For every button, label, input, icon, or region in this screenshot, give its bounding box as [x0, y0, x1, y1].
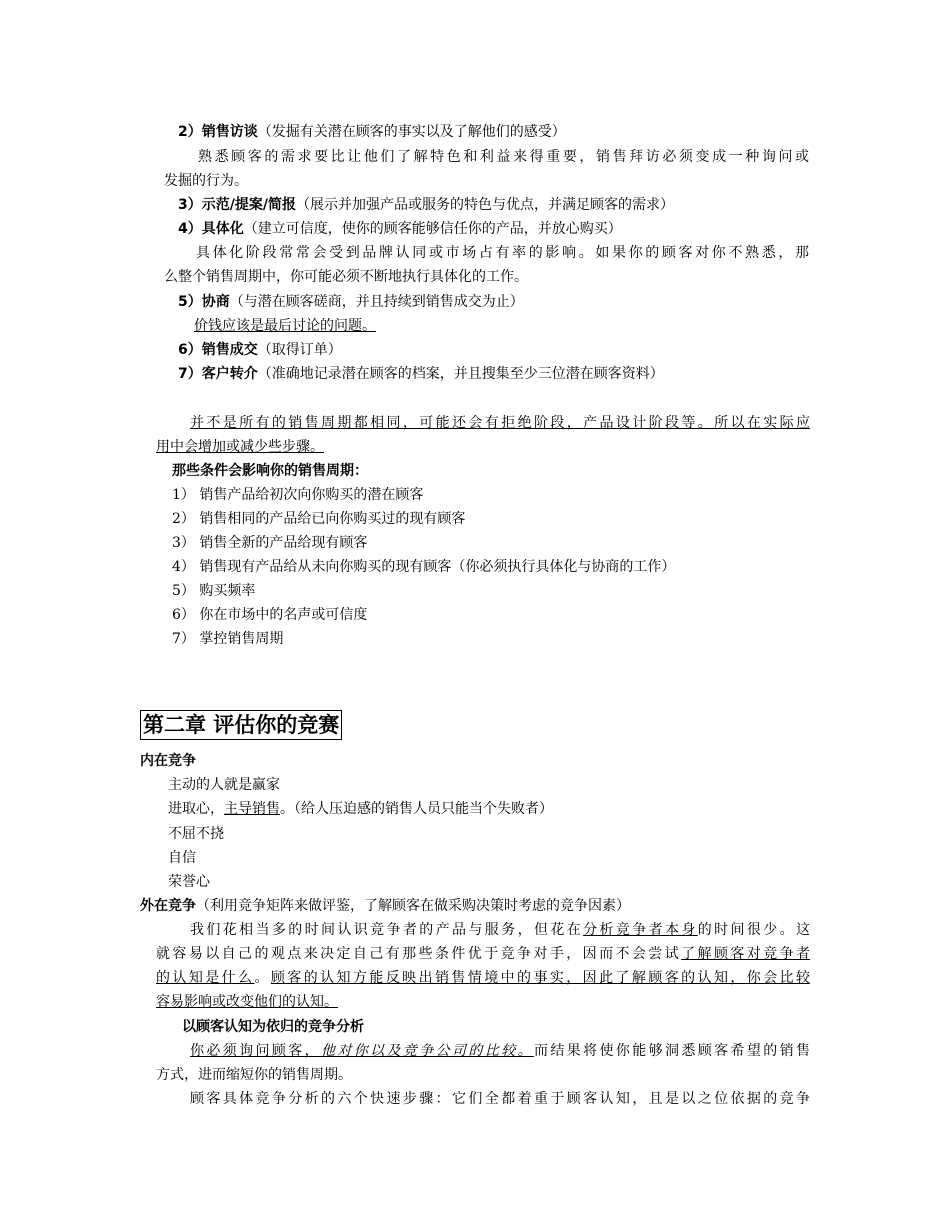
step-4-line [178, 219, 622, 239]
internal-item-2 [168, 799, 553, 819]
step-5-note: 价钱应该是最后讨论的问题。 [194, 318, 376, 334]
step-2-para-line-1: 熟悉顾客的需求要比让他们了解特色和利益来得重要，销售拜访必须变成一种询问或 [198, 149, 809, 165]
external-para-line-4: 容易影响或改变他们的认知。 [156, 994, 338, 1010]
condition-item-1: 1） 销售产品给初次向你购买的潜在顾客 [172, 487, 424, 503]
external-para-line-3 [156, 968, 810, 988]
step-3-title: 3）示范/提案/简报 [178, 197, 296, 213]
internal-item-2-post: 。（给人压迫感的销售人员只能当个失败者） [280, 801, 553, 817]
step-2-title: 2）销售访谈 [178, 124, 258, 140]
step-7-title: 7）客户转介 [178, 366, 258, 382]
external-para-l3-underlined-1: 的认知是什么 [156, 970, 255, 986]
step-6-desc: （取得订单） [257, 342, 342, 358]
condition-item-6: 6） 你在市场中的名声或可信度 [172, 607, 368, 623]
external-para-l1-underlined: 分析竞争者本身 [583, 922, 698, 938]
external-para-line-1 [190, 920, 810, 940]
conditions-heading: 那些条件会影响你的销售周期： [172, 463, 368, 479]
external-competition-line [140, 896, 630, 916]
step-7-line [178, 364, 664, 384]
step-4-desc: （建立可信度，使你的顾客能够信任你的产品，并放心购买） [243, 221, 622, 237]
external-para-l3-mid: 。 [254, 970, 271, 986]
step-2-para-line-2: 发掘的行为。 [164, 173, 248, 189]
step-4-para-line-1: 具体化阶段常常会受到品牌认同或市场占有率的影响。如果你的顾客对你不熟悉，那 [196, 245, 809, 261]
step-2-desc: （发掘有关潜在顾客的事实以及了解他们的感受） [257, 124, 566, 140]
analysis-heading: 以顾客认知为依归的竞争分析 [182, 1019, 364, 1035]
external-competition-desc: （利用竞争矩阵来做评鉴，了解顾客在做采购决策时考虑的竞争因素） [196, 898, 630, 914]
internal-item-4: 自信 [168, 850, 196, 866]
external-para-l1-post: 的时间很少。这 [697, 922, 811, 938]
external-competition-heading: 外在竞争 [140, 898, 196, 914]
step-6-title: 6）销售成交 [178, 342, 258, 358]
condition-item-5: 5） 购买频率 [172, 583, 256, 599]
step-4-title: 4）具体化 [178, 221, 244, 237]
analysis-para-line-2: 方式，进而缩短你的销售周期。 [156, 1067, 352, 1083]
external-para-l2-underlined: 了解顾客对竞争者 [681, 946, 811, 962]
analysis-para-l1-italic: 他对你以及竞争公司的比较。 [321, 1043, 534, 1059]
step-5-title: 5）协商 [178, 294, 230, 310]
external-para-line-2 [156, 944, 810, 964]
condition-item-4: 4） 销售现有产品给从未向你购买的现有顾客（你必须执行具体化与协商的工作） [172, 559, 676, 575]
external-para-l3-underlined-2: 顾客的认知方能反映出销售情境中的事实，因此了解顾客的认知，你会比较 [270, 970, 811, 986]
step-2-line [178, 122, 566, 142]
internal-competition-heading: 内在竞争 [140, 753, 196, 769]
internal-item-1: 主动的人就是赢家 [168, 777, 280, 793]
internal-item-3: 不屈不挠 [168, 826, 224, 842]
internal-item-5: 荣誉心 [168, 874, 210, 890]
steps-para-line-1: 顾客具体竞争分析的六个快速步骤：它们全都着重于顾客认知，且是以之位依据的竞争 [190, 1091, 810, 1107]
step-7-desc: （准确地记录潜在顾客的档案，并且搜集至少三位潜在顾客资料） [257, 366, 664, 382]
internal-item-2-underlined: 主导销售 [224, 801, 280, 817]
analysis-para-l1-post: 而结果将使你能够洞悉顾客希望的销售 [533, 1043, 811, 1059]
external-para-l1-pre: 我们花相当多的时间认识竞争者的产品与服务，但花在 [190, 922, 584, 938]
sales-cycle-note-line-1: 并不是所有的销售周期都相同，可能还会有拒绝阶段，产品设计阶段等。所以在实际应 [190, 415, 810, 431]
chapter-title: 第二章 评估你的竞赛 [140, 710, 342, 740]
condition-item-3: 3） 销售全新的产品给现有顾客 [172, 535, 368, 551]
step-5-desc: （与潜在顾客磋商，并且持续到销售成交为止） [229, 294, 524, 310]
step-3-desc: （展示并加强产品或服务的特色与优点，并满足顾客的需求） [295, 197, 674, 213]
condition-item-7: 7） 掌控销售周期 [172, 631, 284, 647]
analysis-para-l1-underlined: 你必须询问顾客， [190, 1043, 322, 1059]
step-4-para-line-2: 么整个销售周期中，你可能必须不断地执行具体化的工作。 [164, 269, 528, 285]
external-para-l2-pre: 就容易以自己的观点来决定自己有那些条件优于竞争对手，因而不会尝试 [156, 946, 682, 962]
step-5-line [178, 292, 524, 312]
sales-cycle-note-line-2: 用中会增加或减少些步骤。 [156, 439, 324, 455]
step-6-line [178, 340, 342, 360]
internal-item-2-pre: 进取心， [168, 801, 224, 817]
step-3-line [178, 195, 674, 215]
analysis-para-line-1 [190, 1041, 810, 1061]
condition-item-2: 2） 销售相同的产品给已向你购买过的现有顾客 [172, 511, 466, 527]
